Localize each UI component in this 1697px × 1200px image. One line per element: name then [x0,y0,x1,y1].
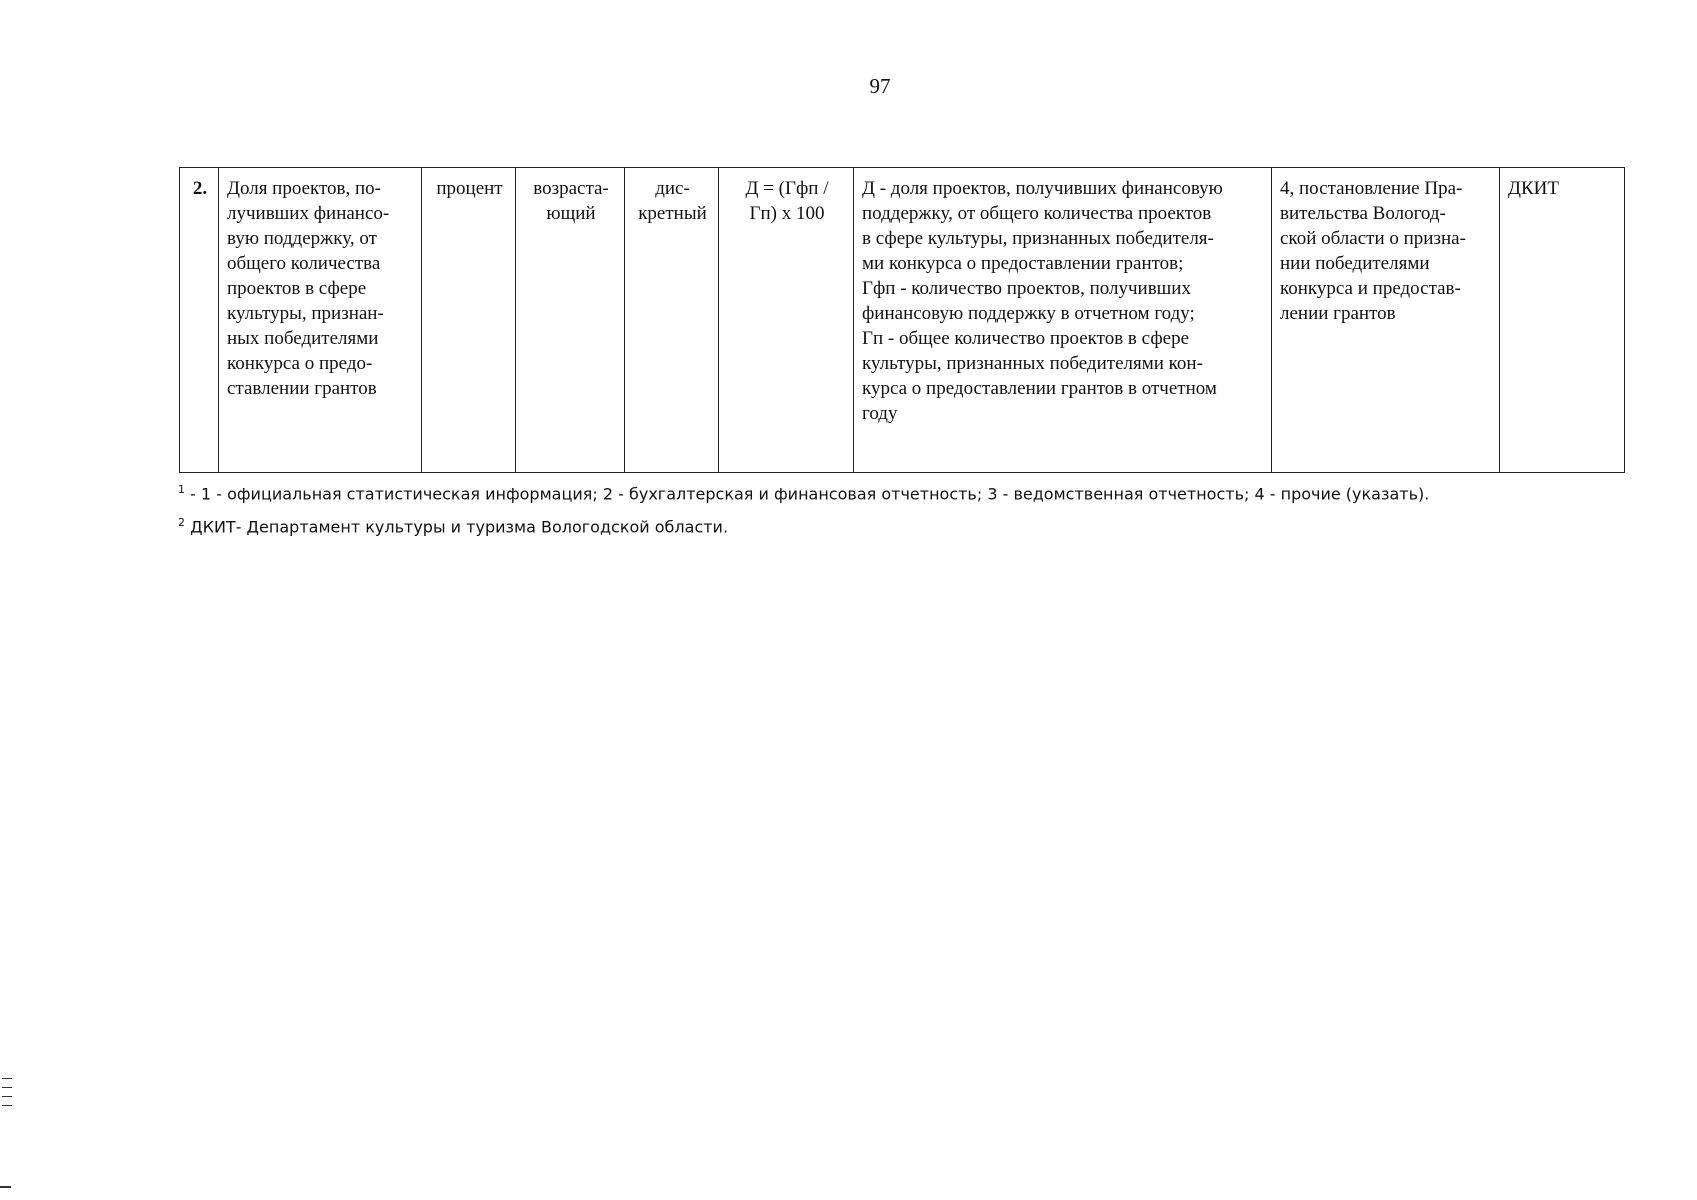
indicator-name-cell [219,168,422,473]
source-line: вительства Вологод- [1280,203,1446,224]
formula-cell [719,168,854,473]
unit-cell: процент [422,168,516,473]
indicator-line: лучивших финансо- [227,203,390,224]
source-line: лении грантов [1280,303,1396,324]
source-line: 4, постановление Пра- [1280,178,1463,199]
footnote-text: - 1 - официальная статистическая информация; 2 - бухгалтерская и финансовая отчетность; 3 - ведомственная отчетность; 4 - прочие (указать). [190,484,1430,504]
footnote-text: ДКИТ- Департамент культуры и туризма Вологодской области. [190,517,729,537]
indicator-line: общего количества [227,253,381,274]
indicator-table [179,167,1625,473]
description-line: Гп - общее количество проектов в сфере [862,328,1189,349]
scan-margin-marks [2,1078,12,1114]
indicator-line: ставлении грантов [227,378,377,399]
scan-margin-dash [0,1186,11,1188]
indicator-line: проектов в сфере [227,278,367,299]
type-line: кретный [638,203,707,224]
source-line: ской области о призна- [1280,228,1466,249]
description-line: в сфере культуры, признанных победителя- [862,228,1214,249]
formula-line: Д = (Гфп / [745,178,829,199]
source-line: конкурса и предостав- [1280,278,1461,299]
description-line: поддержку, от общего количества проектов [862,203,1212,224]
row-number-cell: 2. [180,168,219,473]
type-cell [625,168,719,473]
description-line: Д - доля проектов, получивших финансовую [862,178,1223,199]
indicator-line: ных победителями [227,328,379,349]
footnote-mark: 1 [178,483,185,496]
source-cell [1272,168,1500,473]
footnote-2 [178,516,728,536]
indicator-line: вую поддержку, от [227,228,377,249]
description-line: ми конкурса о предоставлении грантов; [862,253,1184,274]
description-line: Гфп - количество проектов, получивших [862,278,1191,299]
description-line: культуры, признанных победителями кон- [862,353,1203,374]
source-line: нии победителями [1280,253,1430,274]
type-line: дис- [655,178,690,199]
responsible-cell: ДКИТ [1500,168,1625,473]
indicator-line: конкурса о предо- [227,353,373,374]
description-cell [854,168,1272,473]
footnote-mark: 2 [178,516,185,529]
indicator-line: культуры, признан- [227,303,384,324]
trend-cell [516,168,625,473]
description-line: финансовую поддержку в отчетном году; [862,303,1195,324]
page-number: 97 [869,74,891,98]
trend-line: ющий [546,203,596,224]
description-line: курса о предоставлении грантов в отчетном [862,378,1217,399]
table-row [180,168,1625,473]
trend-line: возраста- [533,178,609,199]
formula-line: Гп) х 100 [749,203,825,224]
indicator-line: Доля проектов, по- [227,178,382,199]
description-line: году [862,403,898,424]
footnote-1 [178,483,1429,503]
